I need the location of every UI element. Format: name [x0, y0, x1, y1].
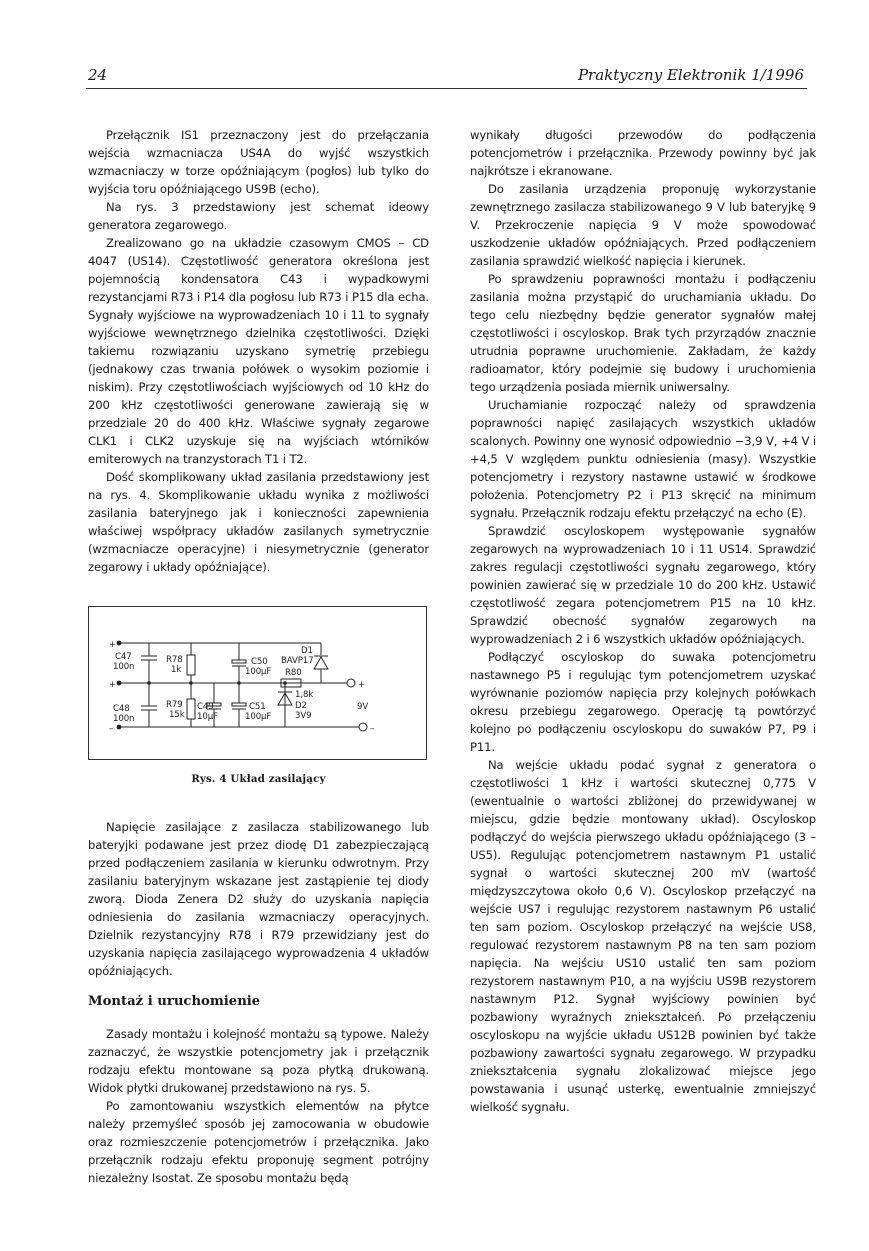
label-d1: D1 [301, 646, 313, 656]
paragraph: Po zamontowaniu wszystkich elementów na płytce należy przemyśleć sposób jej zamocowania w obudowie oraz rozmieszczenie potencjometrów i przełącznika. Jako przełącznik rodzaju efektu proponuję segment potrójny niezależny Isostat. Ze sposobu montażu będą [88, 1099, 429, 1185]
label-r80-value: 1,8k [295, 690, 314, 700]
label-output-plus: + [358, 680, 366, 690]
label-c47: C47 [115, 652, 132, 662]
label-c48: C48 [113, 704, 130, 714]
page-number: 24 [88, 66, 108, 84]
left-column [88, 126, 429, 1187]
label-ground: + [109, 680, 117, 690]
paragraph: Napięcie zasilające z zasilacza stabilizowanego lub bateryjki podawane jest przez diodę D1 zabezpieczającą przed podłączeniem zasilania w kierunku odwrotnym. Przy zasilaniu bateryjnym wskazane jest zastąpienie tej diody zworą. Dioda Zenera D2 służy do uzyskania napięcia odniesienia do zasilania wzmacniaczy operacyjnych. Dzielnik rezystancyjny R78 i R79 przewidziany jest do uzyskania napięcia zasilającego wyprowadzenia 4 układów opóźniających. [88, 820, 429, 978]
label-r78: R78 [166, 655, 183, 665]
label-r79-value: 15k [169, 710, 185, 720]
power-supply-schematic [88, 606, 427, 760]
label-r79: R79 [166, 700, 183, 710]
paragraph: Do zasilania urządzenia proponuję wykorzystanie zewnętrznego zasilacza stabilizowanego 9 V lub bateryjkę 9 V. Przekroczenie napięcia 9 V może spowodować uszkodzenie układów opóźniających. Przed podłączeniem zasilania sprawdzić wielkość napięcia i kierunek. [470, 182, 816, 268]
paragraph: Zrealizowano go na układzie czasowym CMOS – CD 4047 (US14). Częstotliwość generatora określona jest pojemnością kondensatora C43 i wypadkowymi rezystancjami R73 i P14 dla pogłosu lub R73 i P15 dla echa. Sygnały wyjściowe na wyprowadzeniach 10 i 11 to sygnały wyjściowe wewnętrznego dzielnika częstotliwości. Dzięki takiemu rozwiązaniu uzyskano symetrię przebiegu (jednakowy czas trwania połówek o wysokim poziomie i niskim). Przy częstotliwościach wyjściowych od 10 kHz do 200 kHz częstotliwości generowane zawierają się w przedziale 20 do 400 kHz. Właściwe sygnały zegarowe CLK1 i CLK2 uzyskuje się na wyjściach wtórników emiterowych na tranzystorach T1 i T2. [88, 236, 429, 466]
paragraph: Na wejście układu podać sygnał z generatora o częstotliwości 1 kHz i wartości skutecznej 0,775 V (ewentualnie o wartości zbliżonej do przewidywanej w miejscu, gdzie będzie montowany układ). Oscyloskop podłączyć do wejścia pierwszego układu opóźniającego (3 – US5). Regulując potencjometrem nastawnym P1 ustalić sygnał o wartości skutecznej 200 mV (wartość międzyszczytowa około 0,6 V). Oscyloskop przełączyć na wejście US7 i regulując rezystorem nastawnym P6 ustalić ten sam poziom. Oscyloskop przełączyć na wejście US8, regulować rezystorem nastawnym P8 na ten sam poziom napięcia. Na wejściu US10 ustalić ten sam poziom rezystorem nastawnym P10, a na wyjściu US9B rezystorem nastawnym P12. Sygnał wyjściowy powinien być pozbawiony wyraźnych zniekształceń. Po przełączeniu oscyloskopu na wyjście układu US12B powinien być także pozbawiony zawartości sygnału zegarowego. W przypadku zniekształcenia sygnału zlokalizować miejsce jego powstawania i usunąć usterkę, ewentualnie zmniejszyć wielkość sygnału. [470, 758, 816, 1114]
label-c50: C50 [251, 657, 268, 667]
label-c49: C49 [197, 702, 214, 712]
junction-dot [283, 681, 287, 685]
label-r78-value: 1k [171, 665, 182, 675]
junction-dot [237, 681, 241, 685]
label-d1-type: BAVP17 [281, 656, 314, 666]
label-c51-value: 100µF [245, 712, 272, 722]
paragraph: Przełącznik IS1 przeznaczony jest do przełączania wejścia wzmacniacza US4A do wyjść wszystkich wzmacniaczy w torze opóźniającym (pogłos) lub tylko do wyjścia toru opóźniającego US9B (echo). [88, 128, 429, 196]
junction-dot [189, 681, 193, 685]
right-column [470, 126, 816, 1116]
output-terminal [347, 679, 355, 687]
terminal-dot [117, 641, 122, 646]
header-rule [86, 88, 807, 89]
paragraph: Po sprawdzeniu poprawności montażu i podłączeniu zasilania można przystąpić do uruchamiania układu. Do tego celu niezbędny będzie generator sygnałów małej częstotliwości i oscyloskop. Brak tych przyrządów znacznie utrudnia poprawne uruchomienie. Zakładam, że każdy radioamator, który podejmie się budowy i uruchomienia tego urządzenia posiada miernik uniwersalny. [470, 272, 816, 394]
paragraph: Podłączyć oscyloskop do suwaka potencjometru nastawnego P5 i regulując tym potencjometrem uzyskać wyrównanie poziomów napięcia przy kolejnych połówkach okresu przebiegu zegarowego. Operację tą powtórzyć kolejno po podłączeniu oscyloskopu do suwaków P7, P9 i P11. [470, 650, 816, 754]
label-c51: C51 [249, 702, 266, 712]
label-minus: – [109, 724, 114, 734]
label-d2: D2 [295, 701, 307, 711]
label-c47-value: 100n [113, 662, 135, 672]
paragraph: Sprawdzić oscyloskopem występowanie sygnałów zegarowych na wyprowadzeniach 10 i 11 US14. Sprawdzić zakres regulacji częstotliwości sygnału zegarowego, który powinien zawierać się w przedziale 10 do 200 kHz. Ustawić częstotliwość zegara potencjometrem P15 na 10 kHz. Sprawdzić obecność sygnałów zegarowych na wyprowadzeniach 2 i 6 wszystkich układów opóźniających. [470, 524, 816, 646]
paragraph: Dość skomplikowany układ zasilania przedstawiony jest na rys. 4. Skomplikowanie układu wynika z możliwości zasilania bateryjnego jak i konieczności zapewnienia właściwej współpracy układów zasilanych symetrycznie (wzmacniacze operacyjne) i niesymetrycznie (generator zegarowy i układy opóźniające). [88, 470, 429, 574]
paragraph: wynikały długości przewodów do podłączenia potencjometrów i przełącznika. Przewody powinny być jak najkrótsze i ekranowane. [470, 128, 816, 178]
paragraph: Na rys. 3 przedstawiony jest schemat ideowy generatora zegarowego. [88, 200, 429, 232]
junction-dot [147, 681, 151, 685]
terminal-dot [117, 725, 122, 730]
terminal-dot [117, 681, 122, 686]
paragraph: Zasady montażu i kolejność montażu są typowe. Należy zaznaczyć, że wszystkie potencjometry jak i przełącznik rodzaju efektu montowane są poza płytką drukowaną. Widok płytki drukowanej przedstawiono na rys. 5. [88, 1027, 429, 1095]
label-supply-voltage: 9V [357, 702, 369, 712]
section-heading: Montaż i uruchomienie [88, 994, 261, 1009]
label-c50-value: 100µF [245, 667, 272, 677]
label-output-minus: – [370, 724, 375, 734]
journal-title: Praktyczny Elektronik 1/1996 [577, 66, 804, 84]
label-d2-value: 3V9 [295, 711, 312, 721]
paragraph: Uruchamianie rozpocząć należy od sprawdzenia poprawności napięć zasilających wszystkich układów scalonych. Powinny one wynosić odpowiednio −3,9 V, +4 V i +4,5 V względem punktu odniesienia (masy). Wszystkie potencjometry i rezystory nastawne ustawić w środkowe położenia. Potencjometry P2 i P13 skręcić na minimum sygnału. Przełącznik rodzaju efektu przełączyć na echo (E). [470, 398, 816, 520]
output-terminal [359, 723, 367, 731]
figure-caption: Rys. 4 Układ zasilający [191, 773, 326, 785]
label-c48-value: 100n [113, 714, 135, 724]
label-r80: R80 [285, 668, 302, 678]
schematic-drawing [89, 607, 428, 761]
label-c49-value: 10µF [197, 712, 218, 722]
label-plus: + [109, 640, 117, 650]
